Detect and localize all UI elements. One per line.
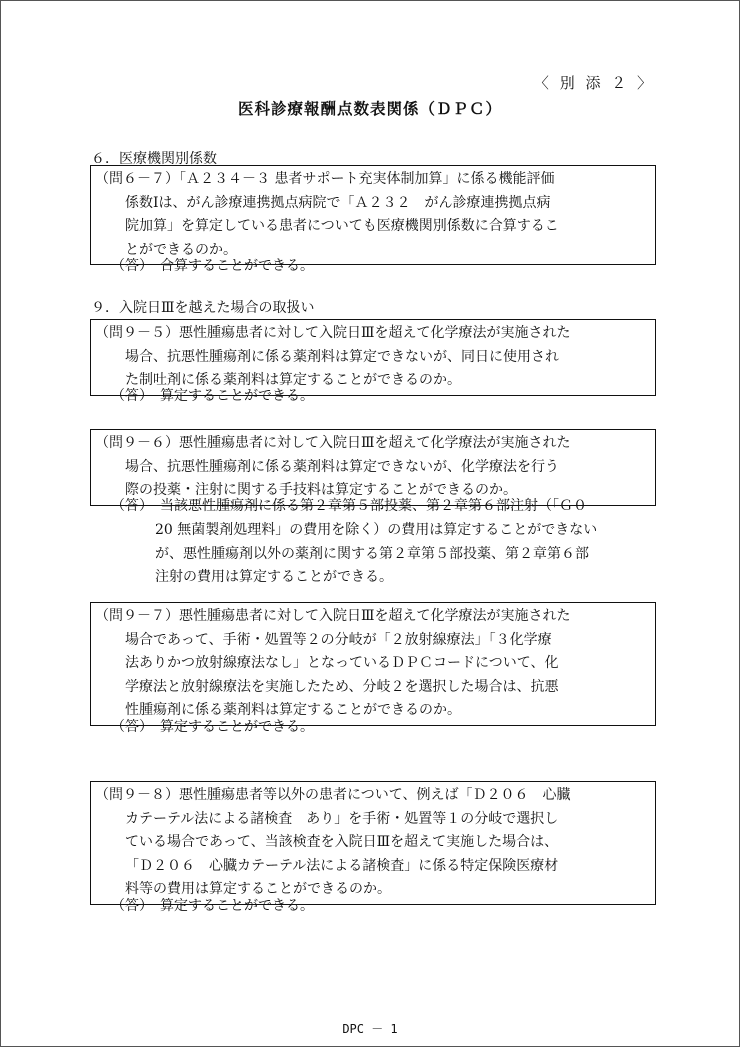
answer-line: 20 無菌製剤処理料」の費用を除く）の費用は算定することができない (155, 521, 598, 538)
question-line: 院加算」を算定している患者についても医療機関別係数に合算するこ (125, 218, 559, 234)
answer-line: （答） 算定することができる。 (111, 898, 314, 914)
page-number: DPC － 1 (342, 1022, 398, 1036)
answer-line: （答） 算定することができる。 (111, 388, 314, 404)
answer-line: 注射の費用は算定することができる。 (155, 569, 393, 586)
answer-9-8 (111, 895, 314, 919)
answer-line: （答） 当該悪性腫瘍剤に係る第２章第５部投薬、第２章第６部注射（「Ｇ０ (111, 498, 587, 514)
annex-label: 〈 別 添 ２ 〉 (533, 74, 655, 92)
answer-9-5 (111, 385, 314, 409)
question-box-6-7 (90, 165, 656, 265)
question-line: （問９－７）悪性腫瘍患者に対して入院日Ⅲを超えて化学療法が実施された (95, 608, 571, 624)
answer-line: （答） 合算することができる。 (111, 258, 314, 274)
question-line: （問９－８）悪性腫瘍患者等以外の患者について、例えば「Ｄ２０６ 心臓 (95, 787, 571, 803)
answer-line: が、悪性腫瘍剤以外の薬剤に関する第２章第５部投薬、第２章第６部 (155, 545, 589, 562)
question-line: 場合、抗悪性腫瘍剤に係る薬剤料は算定できないが、化学療法を行う (125, 458, 559, 475)
section-heading-9: ９．入院日Ⅲを越えた場合の取扱い (91, 300, 315, 316)
answer-9-6 (111, 495, 597, 590)
question-line: 性腫瘍剤に係る薬剤料は算定することができるのか。 (125, 702, 461, 718)
answer-line: （答） 算定することができる。 (111, 719, 314, 735)
question-line: ている場合であって、当該検査を入院日Ⅲを超えて実施した場合は、 (125, 834, 559, 850)
question-line: 場合、抗悪性腫瘍剤に係る薬剤料は算定できないが、同日に使用され (125, 348, 559, 365)
question-line: （問９－５）悪性腫瘍患者に対して入院日Ⅲを超えて化学療法が実施された (95, 325, 571, 341)
question-line: 場合であって、手術・処置等２の分岐が「２放射線療法」「３化学療 (125, 631, 552, 648)
section-heading-6: ６．医療機関別係数 (91, 151, 217, 167)
question-line: （問９－６）悪性腫瘍患者に対して入院日Ⅲを超えて化学療法が実施された (95, 435, 571, 451)
answer-6-7 (111, 255, 314, 279)
question-line: 際の投薬・注射に関する手技料は算定することができるのか。 (125, 482, 517, 498)
question-box-9-8 (90, 781, 656, 905)
document-title: 医科診療報酬点数表関係（ＤＰＣ） (237, 99, 502, 118)
question-line: 法ありかつ放射線療法なし」となっているＤＰＣコードについて、化 (125, 655, 559, 671)
question-line: 係数Ⅰは、がん診療連携拠点病院で「Ａ２３２ がん診療連携拠点病 (125, 194, 551, 211)
answer-9-7 (111, 716, 314, 740)
question-line: 「Ｄ２０６ 心臓カテーテル法による諸検査」に係る特定保険医療材 (125, 857, 559, 874)
question-line: た制吐剤に係る薬剤料は算定することができるのか。 (125, 372, 461, 388)
question-line: カテーテル法による諸検査 あり」を手術・処置等１の分岐で選択し (125, 810, 559, 827)
question-box-9-7 (90, 602, 656, 726)
question-line: とができるのか。 (125, 241, 237, 258)
question-line: 学療法と放射線療法を実施したため、分岐２を選択した場合は、抗悪 (125, 678, 559, 695)
question-line: 料等の費用は算定することができるのか。 (125, 881, 391, 897)
question-line: （問６－７）「Ａ２３４－３ 患者サポート充実体制加算」に係る機能評価 (95, 171, 555, 187)
